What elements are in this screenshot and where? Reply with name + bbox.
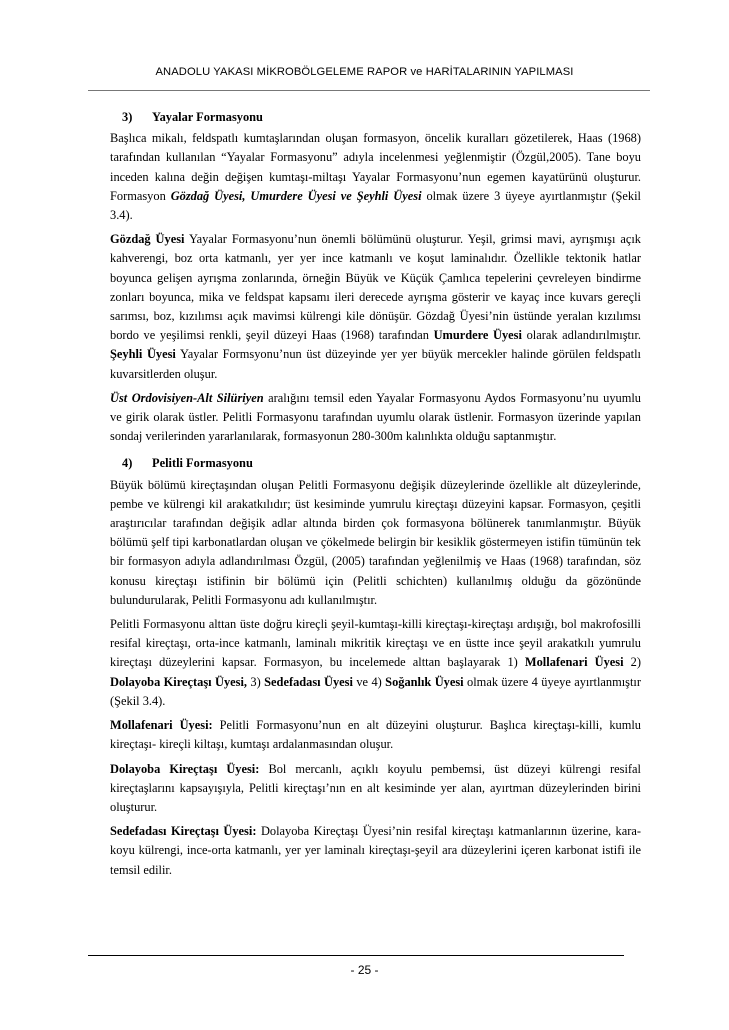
paragraph-text: olarak adlandırılmıştır. — [521, 328, 641, 343]
term-soganlik: Soğanlık Üyesi — [385, 674, 464, 689]
paragraph — [110, 129, 641, 225]
term-mollafenari-uyesi: Mollafenari Üyesi: — [110, 718, 213, 733]
term-dolayoba-uyesi: Dolayoba Kireçtaşı Üyesi: — [110, 761, 260, 776]
section-heading-yayalar — [110, 108, 641, 127]
paragraph-text: olmak üzere 3 üyeye ayırtlanmıştır (Şekil 3.4). — [110, 188, 641, 223]
header-divider — [88, 90, 650, 91]
paragraph-text: aralığını temsil eden Yayalar Formasyonu Aydos Formasyonu’nu uyumlu ve girik olarak üstler. Pelitli Formasyonu tarafından uyumlu olarak üstlenir. Formasyon üzerinde yapılan sondaj verilerinden yararlanılarak, formasyonun 280-300m kalınlıkta olduğu saptanmıştır. — [110, 390, 642, 444]
paragraph-text: ve 4) — [352, 674, 386, 689]
paragraph-text: Dolayoba Kireçtaşı Üyesi’nin resifal kireçtaşı katmanlarının üzerine, kara-koyu külrengi, ince-orta katmanlı, yer yer laminalı kireçtaşı-şeyil ara düzeylerini içeren karbonat istifi ile temsil edilir. — [110, 824, 642, 877]
term-sedefadasi: Sedefadası Üyesi — [264, 674, 353, 689]
paragraph-text: Pelitli Formasyonu alttan üste doğru kireçli şeyil-kumtaşı-killi kireçtaşı-kireçtaşı ardışığı, bol makrofosilli resifal kireçtaşı, orta-ince katmanlı, laminalı mikritik kireçtaşı ve en üstte ince şeyil arakatkılı yumrulu kireçtaşı düzeylerini kapsar. Formasyon, bu incelemede alttan başlayarak 1) — [110, 617, 641, 670]
section-number: 4) — [122, 456, 133, 471]
section-title: Pelitli Formasyonu — [152, 456, 253, 471]
paragraph-text: Yayalar Formsyonu’nun üst düzeyinde yer yer büyük mercekler halinde görülen feldspatlı kuvarsitlerden oluşur. — [110, 347, 642, 381]
paragraph-text: 2) — [623, 655, 642, 670]
term-seyhli: Şeyhli Üyesi — [110, 347, 176, 362]
paragraph — [110, 716, 641, 754]
section-heading-pelitli — [110, 454, 641, 473]
term-umurdere: Umurdere Üyesi — [433, 328, 522, 343]
term-sedefadasi-uyesi: Sedefadası Kireçtaşı Üyesi: — [110, 824, 257, 839]
paragraph — [110, 230, 641, 384]
paragraph — [110, 822, 641, 880]
term-mollafenari: Mollafenari Üyesi — [524, 655, 624, 670]
section-title: Yayalar Formasyonu — [152, 110, 263, 124]
paragraph-text: Bol mercanlı, açıklı koyulu pembemsi, üst düzeyi külrengi resifal kireçtaşlarını kapsayışıyla, Pelitli kireçtaşı’nın en alt kesiminde yer alan, ayırtman düzeylerinden birini oluşturur. — [110, 761, 641, 814]
member-names: Gözdağ Üyesi, Umurdere Üyesi ve Şeyhli Üyesi — [170, 188, 422, 203]
paragraph-text: 3) — [247, 674, 265, 689]
page-number: - 25 - — [350, 963, 379, 977]
paragraph — [110, 760, 641, 818]
footer-divider — [88, 955, 624, 956]
paragraph-text: olmak üzere 4 üyeye ayırtlanmıştır (Şekil 3.4). — [110, 674, 641, 708]
paragraph-text: Başlıca mikalı, feldspatlı kumtaşlarından oluşan formasyon, öncelik kuralları gözetilerek, Haas (1968) tarafından kullanılan “Yayalar Formasyonu” adıyla incelenmesi yeğlenmiştir (Özgül,2005). Tane boyu inceden kalına değin değişen kumtaşı-miltaşı Yayalar Formasyonu’nun egemen kayatürünü oluşturur. Formasyon — [110, 131, 641, 203]
document-body — [110, 100, 641, 885]
term-age: Üst Ordovisiyen-Alt Silüriyen — [110, 390, 264, 405]
term-dolayoba: Dolayoba Kireçtaşı Üyesi, — [110, 674, 248, 689]
paragraph — [110, 615, 641, 711]
section-number: 3) — [122, 110, 133, 124]
term-gozdag: Gözdağ Üyesi — [110, 232, 185, 247]
page-header: ANADOLU YAKASI MİKROBÖLGELEME RAPOR ve HARİTALARININ YAPILMASI — [155, 66, 574, 78]
paragraph-text: Pelitli Formasyonu’nun en alt düzeyini oluşturur. Başlıca kireçtaşı-killi, kumlu kireçtaşı- kireçli kiltaşı, kumtaşı ardalanmasından oluşur. — [110, 718, 641, 752]
paragraph — [110, 389, 641, 447]
paragraph-text: Yayalar Formasyonu’nun önemli bölümünü oluşturur. Yeşil, grimsi mavi, ayrışmışı açık kahverengi, boz orta katmanlı, yer yer ince katmanlı ve koşut laminalıdır. Özellikle tektonik hatlar boyunca gelişen ayrışma zonlarında, örneğin Büyük ve Küçük Çamlıca tepelerini çevreleyen bindirme zonları boyunca, mika ve feldspat kapsamı ileri derecede ayrışma gösterir ve kayaç ince kuvars gereçli sarımsı, boz, kızılımsı açık mavimsi külrengi kile dönüşür. Gözdağ Üyesi’nin üstünde yeralan kızılımsı bordo ve yeşilimsi renkli, şeyil düzeyi Haas (1968) tarafından — [110, 232, 641, 343]
paragraph: Büyük bölümü kireçtaşından oluşan Pelitli Formasyonu değişik düzeylerinde özellikle alt düzeylerinde, pembe ve külrengi kil arakatkılıdır; üst kesiminde yumrulu kireçtaşı düzeyini kapsar. Formasyon, çeşitli araştırıcılar tarafından değişik adlar altında birden çok formasyona bölünerek tanımlanmıştır. Büyük bölümü şelf tipi karbonatlardan oluşan ve çökelmede belirgin bir kesiklik göstermeyen istifin tümünün tek bir formasyon adıyla adlandırılması Özgül, (2005) tarafından yeğlenilmiş ve Haas (1968) tarafından, söz konusu kireçtaşı istifinin bir bölümü için (Pelitli schichten) kullanılmış olduğu da gözönünde bulundurularak, Pelitli Formasyonu adı kullanılmıştır. — [110, 477, 641, 607]
